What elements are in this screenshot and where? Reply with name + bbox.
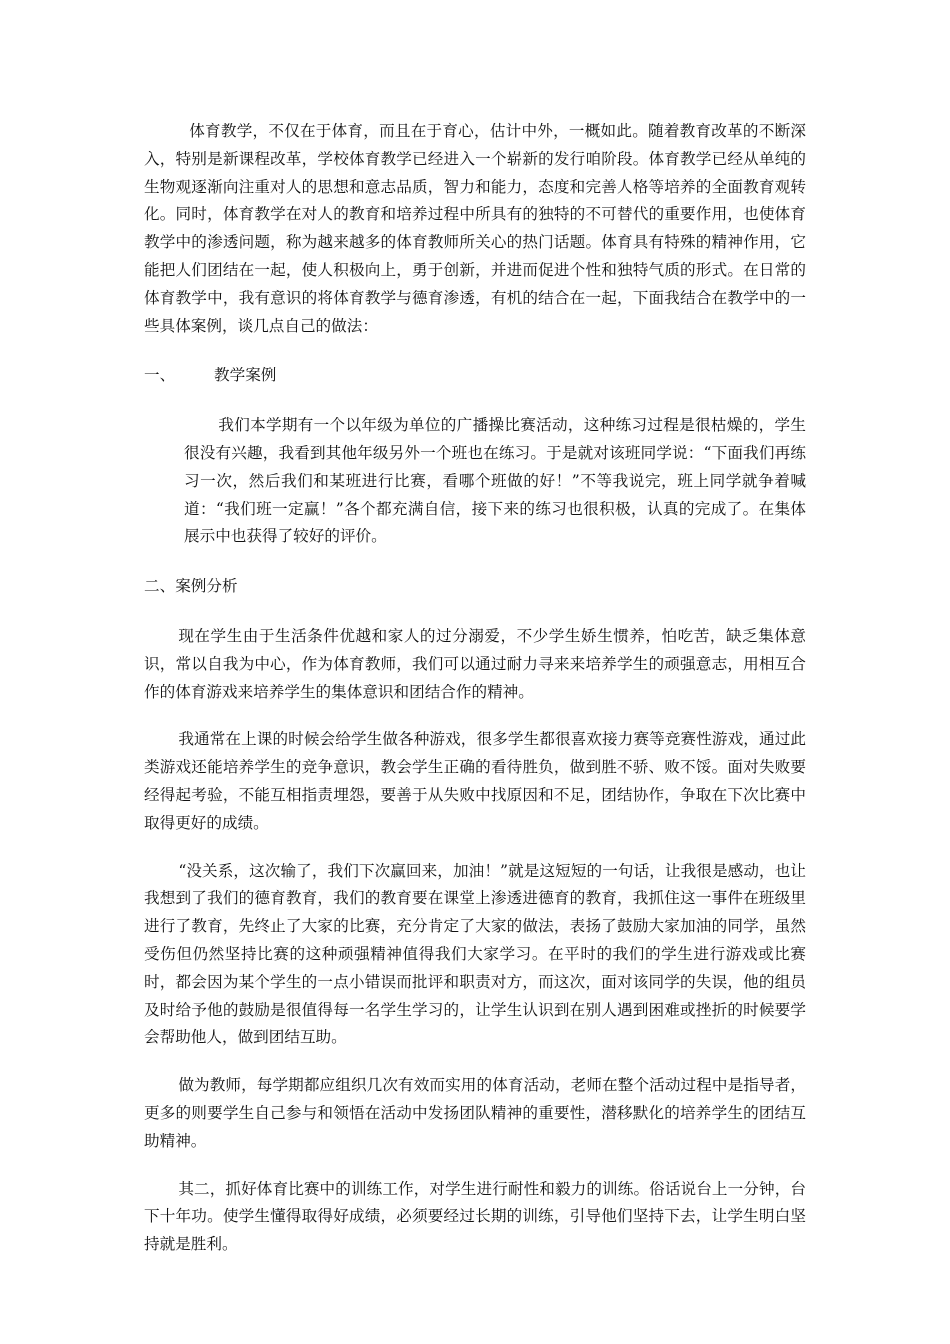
analysis-paragraph-1: 现在学生由于生活条件优越和家人的过分溺爱，不少学生娇生惯养，怕吃苦，缺乏集体意识，常以自我为中心，作为体育教师，我们可以通过耐力寻来来培养学生的顽强意志，用相互合作的体育游戏来培养学生的集体意识和团结合作的精神。: [144, 626, 806, 701]
analysis-paragraph-2: 我通常在上课的时候会给学生做各种游戏，很多学生都很喜欢接力赛等竞赛性游戏，通过此类游戏还能培养学生的竞争意识，教会学生正确的看待胜负，做到胜不骄、败不馁。面对失败要经得起考验，不能互相指责埋怨，要善于从失败中找原因和不足，团结协作，争取在下次比赛中取得更好的成绩。: [144, 730, 806, 832]
section-heading-case-analysis: 二、案例分析: [144, 577, 238, 596]
section-heading-teaching-case: [144, 362, 806, 390]
document-body: [144, 118, 806, 1259]
section-number: 一、: [144, 366, 176, 385]
analysis-paragraph-4: 做为教师，每学期都应组织几次有效而实用的体育活动，老师在整个活动过程中是指导者，更多的则要学生自己参与和领悟在活动中发扬团队精神的重要性，潜移默化的培养学生的团结互助精神。: [144, 1076, 806, 1150]
intro-paragraph: 体育教学，不仅在于体育，而且在于育心，估计中外，一概如此。随着教育改革的不断深入，特别是新课程改革，学校体育教学已经进入一个崭新的发行咱阶段。体育教学已经从单纯的生物观逐渐向注重对人的思想和意志品质，智力和能力，态度和完善人格等培养的全面教育观转化。同时，体育教学在对人的教育和培养过程中所具有的独特的不可替代的重要作用，也使体育教学中的渗透问题，称为越来越多的体育教师所关心的热门话题。体育具有特殊的精神作用，它能把人们团结在一起，使人积极向上，勇于创新，并进而促进个性和独特气质的形式。在日常的体育教学中，我有意识的将体育教学与德育渗透，有机的结合在一起，下面我结合在教学中的一些具体案例，谈几点自己的做法：: [144, 122, 806, 335]
analysis-paragraph-3: “没关系，这次输了，我们下次赢回来，加油！”就是这短短的一句话，让我很是感动，也让我想到了我们的德育教育，我们的教育要在课堂上渗透进德育的教育，我抓住这一事件在班级里进行了教育，先终止了大家的比赛，充分肯定了大家的做法，表扬了鼓励大家加油的同学，虽然受伤但仍然坚持比赛的这种顽强精神值得我们大家学习。在平时的我们的学生进行游戏或比赛时，都会因为某个学生的一点小错误而批评和职责对方，而这次，面对该同学的失误，他的组员及时给予他的鼓励是很值得每一名学生学习的，让学生认识到在别人遇到困难或挫折的时候要学会帮助他人，做到团结互助。: [144, 861, 806, 1047]
analysis-paragraph-5: 其二，抓好体育比赛中的训练工作，对学生进行耐性和毅力的训练。俗话说台上一分钟，台下十年功。使学生懂得取得好成绩，必须要经过长期的训练，引导他们坚持下去，让学生明白坚持就是胜利。: [144, 1179, 806, 1254]
section-title: 教学案例: [214, 366, 277, 385]
case-paragraph: 我们本学期有一个以年级为单位的广播操比赛活动，这种练习过程是很枯燥的，学生很没有兴趣，我看到其他年级另外一个班也在练习。于是就对该班同学说：“下面我们再练习一次，然后我们和某班进行比赛，看哪个班做的好！”不等我说完，班上同学就争着喊道：“我们班一定赢！”各个都充满自信，接下来的练习也很积极，认真的完成了。在集体展示中也获得了较好的评价。: [184, 416, 806, 546]
